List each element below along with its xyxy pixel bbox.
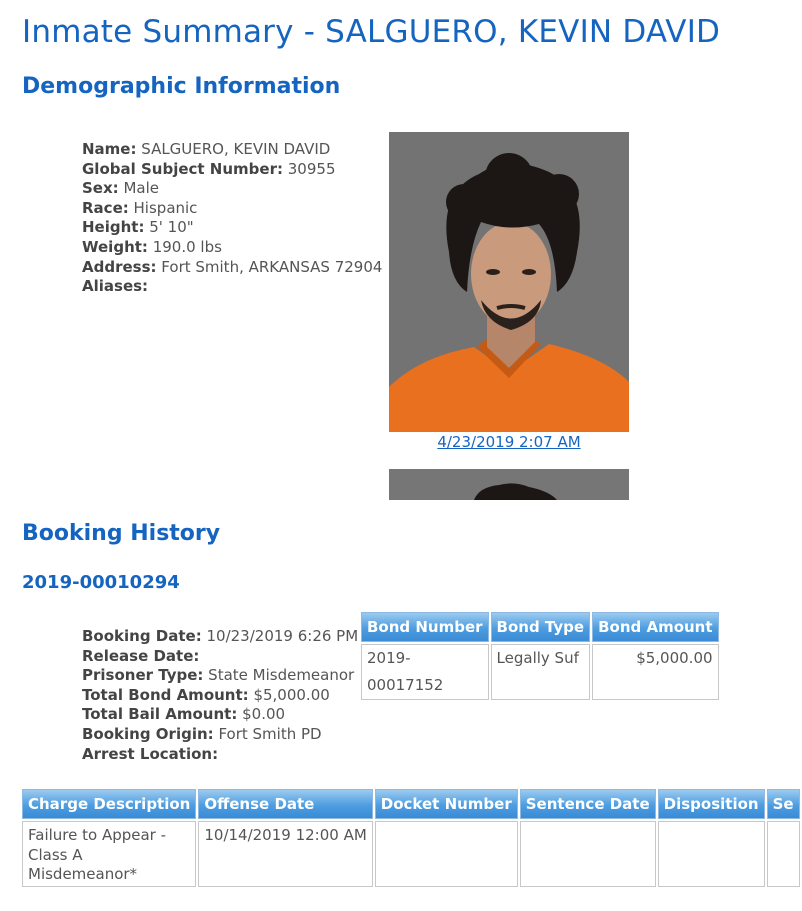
charges-table-header: [22, 789, 800, 819]
docket-number-cell: [375, 821, 518, 887]
docket-number-header: Docket Number: [375, 789, 518, 819]
booking-info: [82, 627, 358, 764]
table-row: [361, 644, 719, 700]
info-height: Height: 5' 10": [82, 218, 194, 237]
booking-history-heading: Booking History: [22, 521, 221, 546]
info-aliases: Aliases:: [82, 277, 149, 296]
bond-amount-cell: $5,000.00: [592, 644, 718, 700]
booking-number: 2019-00010294: [22, 572, 180, 593]
charges-table: [20, 787, 802, 889]
total-bail-amount: Total Bail Amount: $0.00: [82, 705, 286, 724]
bond-table: [359, 610, 721, 702]
page-title: Inmate Summary - SALGUERO, KEVIN DAVID: [22, 14, 721, 50]
sentence-date-header: Sentence Date: [520, 789, 656, 819]
bond-amount-header: Bond Amount: [592, 612, 718, 642]
disposition-cell: [658, 821, 765, 887]
bond-table-header: [361, 612, 719, 642]
se-cell: [767, 821, 800, 887]
bond-type-cell: Legally Suf: [491, 644, 591, 700]
demographic-info: [82, 140, 382, 297]
info-address: Address: Fort Smith, ARKANSAS 72904: [82, 257, 383, 276]
offense-date-header: Offense Date: [198, 789, 372, 819]
info-weight: Weight: 190.0 lbs: [82, 237, 222, 256]
prisoner-type: Prisoner Type: State Misdemeanor: [82, 666, 355, 685]
info-global-subject-number: Global Subject Number: 30955: [82, 159, 336, 178]
total-bond-amount: Total Bond Amount: $5,000.00: [82, 685, 330, 704]
charge-description-header: Charge Description: [22, 789, 196, 819]
arrest-location: Arrest Location:: [82, 744, 219, 763]
info-name: Name: SALGUERO, KEVIN DAVID: [82, 140, 331, 158]
mugshot-photo-2[interactable]: [389, 469, 629, 500]
bond-type-header: Bond Type: [491, 612, 591, 642]
bond-number-cell: 2019-00017152: [361, 644, 489, 700]
release-date: Release Date:: [82, 646, 200, 665]
charges-table-container[interactable]: [20, 787, 794, 897]
photo-date-link[interactable]: 4/23/2019 2:07 AM: [437, 433, 581, 451]
disposition-header: Disposition: [658, 789, 765, 819]
offense-date-cell: 10/14/2019 12:00 AM: [198, 821, 372, 887]
bond-number-header: Bond Number: [361, 612, 489, 642]
booking-origin: Booking Origin: Fort Smith PD: [82, 724, 322, 743]
table-row: [22, 821, 800, 887]
charge-description-cell: Failure to Appear - Class A Misdemeanor*: [22, 821, 196, 887]
sentence-date-cell: [520, 821, 656, 887]
mugshot-photo[interactable]: [389, 132, 629, 432]
info-sex: Sex: Male: [82, 179, 159, 198]
info-race: Race: Hispanic: [82, 198, 198, 217]
se-header: Se: [767, 789, 800, 819]
booking-date: Booking Date: 10/23/2019 6:26 PM: [82, 627, 359, 645]
demographic-heading: Demographic Information: [22, 74, 341, 99]
